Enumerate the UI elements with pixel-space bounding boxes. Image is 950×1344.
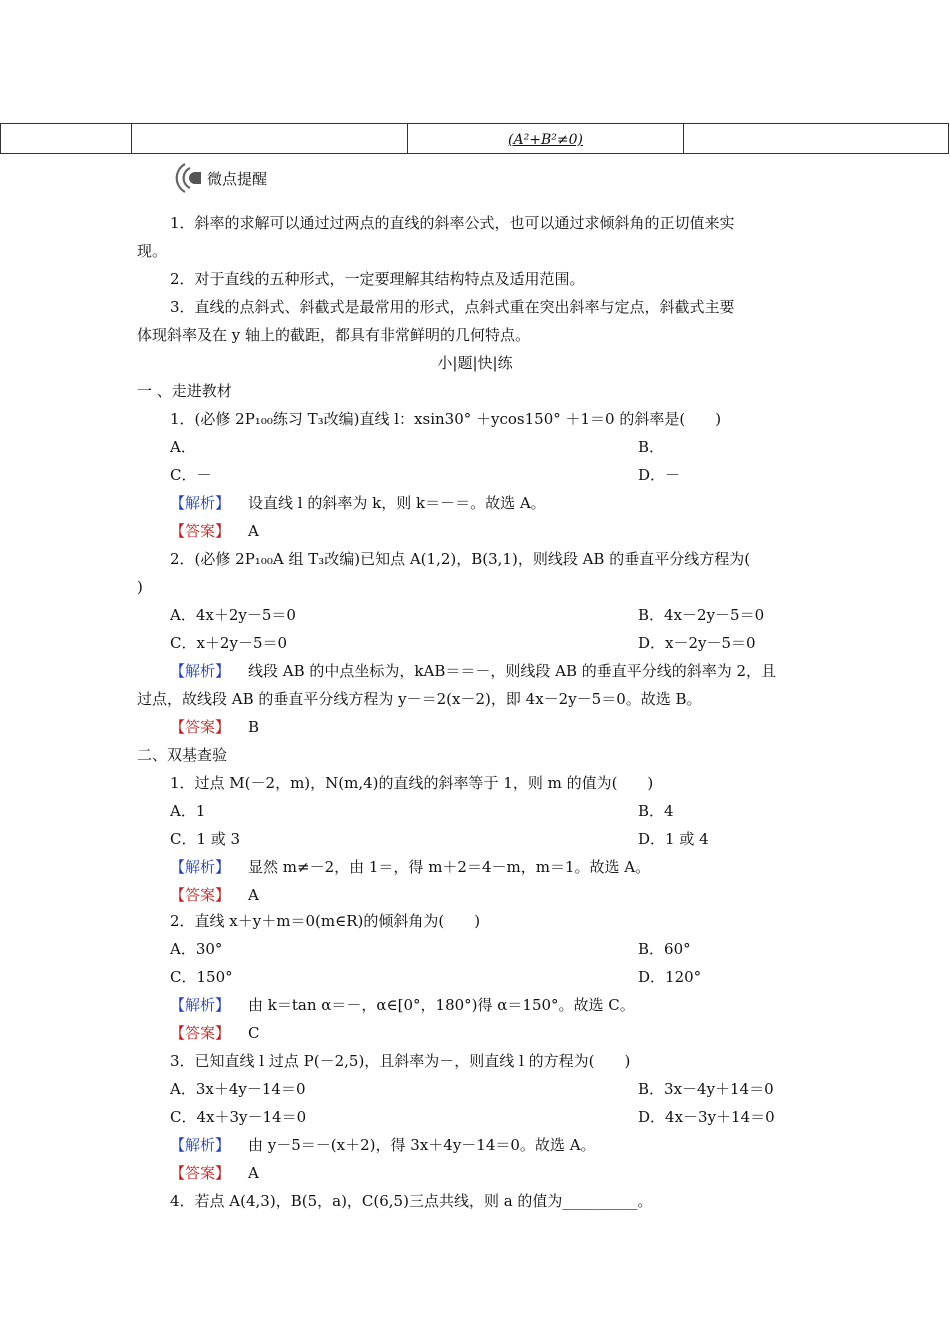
answer-line xyxy=(170,520,259,542)
option: D．x－2y－5＝0 xyxy=(638,634,756,652)
answer-label: 【答案】 xyxy=(170,1024,231,1042)
option: B．60° xyxy=(638,940,691,958)
answer-label: 【答案】 xyxy=(170,522,231,540)
tip-line: 现。 xyxy=(137,242,168,260)
analysis-line xyxy=(170,1134,596,1156)
question-stem: 4．若点 A(4,3)，B(5，a)，C(6,5)三点共线，则 a 的值为__________。 xyxy=(170,1192,653,1210)
answer-line xyxy=(170,716,259,738)
analysis-text: 由 k＝tan α＝－，α∈[0°，180°)得 α＝150°。故选 C。 xyxy=(248,996,635,1014)
analysis-label: 【解析】 xyxy=(170,494,231,512)
condition-text: (A²+B²≠0) xyxy=(508,131,583,148)
analysis-line xyxy=(170,856,650,878)
section-title: 小|题|快|练 xyxy=(437,354,513,372)
answer-line xyxy=(170,1162,259,1184)
option: B． xyxy=(638,438,665,456)
analysis-label: 【解析】 xyxy=(170,858,231,876)
analysis-text: 设直线 l 的斜率为 k，则 k＝－＝。故选 A。 xyxy=(248,494,546,512)
tip-line: 体现斜率及在 y 轴上的截距，都具有非常鲜明的几何特点。 xyxy=(137,326,531,344)
tip-label: 微点提醒 xyxy=(207,169,268,188)
option: C．－ xyxy=(170,466,212,484)
answer-label: 【答案】 xyxy=(170,718,231,736)
option: A． xyxy=(170,438,196,456)
question-stem: 1．过点 M(－2，m)，N(m,4)的直线的斜率等于 1，则 m 的值为( ) xyxy=(170,774,654,792)
part-heading: 二、双基查验 xyxy=(137,746,228,764)
option: C．x＋2y－5＝0 xyxy=(170,634,288,652)
analysis-label: 【解析】 xyxy=(170,996,231,1014)
tip-line: 1．斜率的求解可以通过过两点的直线的斜率公式，也可以通过求倾斜角的正切值来实 xyxy=(170,214,735,232)
question-stem: 2．(必修 2P₁₀₀A 组 T₃改编)已知点 A(1,2)，B(3,1)，则线段 AB 的垂直平分线方程为( xyxy=(170,550,751,568)
option: A．3x＋4y－14＝0 xyxy=(170,1080,306,1098)
option: D．4x－3y＋14＝0 xyxy=(638,1108,775,1126)
option: B．4 xyxy=(638,802,674,820)
answer-text: A xyxy=(248,522,259,540)
analysis-text: 过点，故线段 AB 的垂直平分线方程为 y－＝2(x－2)，即 4x－2y－5＝0。故选 B。 xyxy=(137,690,702,708)
option: B．4x－2y－5＝0 xyxy=(638,606,765,624)
question-stem: 2．直线 x＋y＋m＝0(m∈R)的倾斜角为( ) xyxy=(170,912,481,930)
answer-text: C xyxy=(248,1024,260,1042)
analysis-label: 【解析】 xyxy=(170,662,231,680)
question-stem: ) xyxy=(137,578,143,596)
table-cell xyxy=(132,124,408,154)
option: C．4x＋3y－14＝0 xyxy=(170,1108,307,1126)
answer-line xyxy=(170,1022,260,1044)
answer-label: 【答案】 xyxy=(170,886,231,904)
option: A．1 xyxy=(170,802,206,820)
tip-line: 3．直线的点斜式、斜截式是最常用的形式，点斜式重在突出斜率与定点，斜截式主要 xyxy=(170,298,735,316)
analysis-line xyxy=(170,492,546,514)
formula-table xyxy=(0,123,949,154)
option: D．－ xyxy=(638,466,681,484)
option: A．4x＋2y－5＝0 xyxy=(170,606,296,624)
answer-text: A xyxy=(248,1164,259,1182)
tip-line: 2．对于直线的五种形式，一定要理解其结构特点及适用范围。 xyxy=(170,270,585,288)
answer-text: B xyxy=(248,718,260,736)
option: C．150° xyxy=(170,968,233,986)
analysis-line xyxy=(170,660,776,682)
question-stem: 3．已知直线 l 过点 P(－2,5)，且斜率为－，则直线 l 的方程为( ) xyxy=(170,1052,631,1070)
option: D．1 或 4 xyxy=(638,830,709,848)
table-cell xyxy=(684,124,949,154)
question-stem: 1．(必修 2P₁₀₀练习 T₃改编)直线 l：xsin30° ＋ycos150° ＋1＝0 的斜率是( ) xyxy=(170,410,722,428)
option: C．1 或 3 xyxy=(170,830,241,848)
option: B．3x－4y＋14＝0 xyxy=(638,1080,774,1098)
analysis-text: 线段 AB 的中点坐标为，kAB＝＝－，则线段 AB 的垂直平分线的斜率为 2，且 xyxy=(248,662,777,680)
table-cell xyxy=(408,124,684,154)
answer-line xyxy=(170,884,259,906)
option: A．30° xyxy=(170,940,223,958)
analysis-text: 显然 m≠－2，由 1＝，得 m＋2＝4－m，m＝1。故选 A。 xyxy=(248,858,651,876)
answer-text: A xyxy=(248,886,259,904)
table-cell xyxy=(1,124,132,154)
signal-icon xyxy=(171,158,205,198)
tip-header xyxy=(171,158,267,198)
option: D．120° xyxy=(638,968,702,986)
part-heading: 一 、走进教材 xyxy=(137,382,232,400)
answer-label: 【答案】 xyxy=(170,1164,231,1182)
analysis-line xyxy=(170,994,635,1016)
analysis-text: 由 y－5＝－(x＋2)，得 3x＋4y－14＝0。故选 A。 xyxy=(248,1136,596,1154)
analysis-label: 【解析】 xyxy=(170,1136,231,1154)
